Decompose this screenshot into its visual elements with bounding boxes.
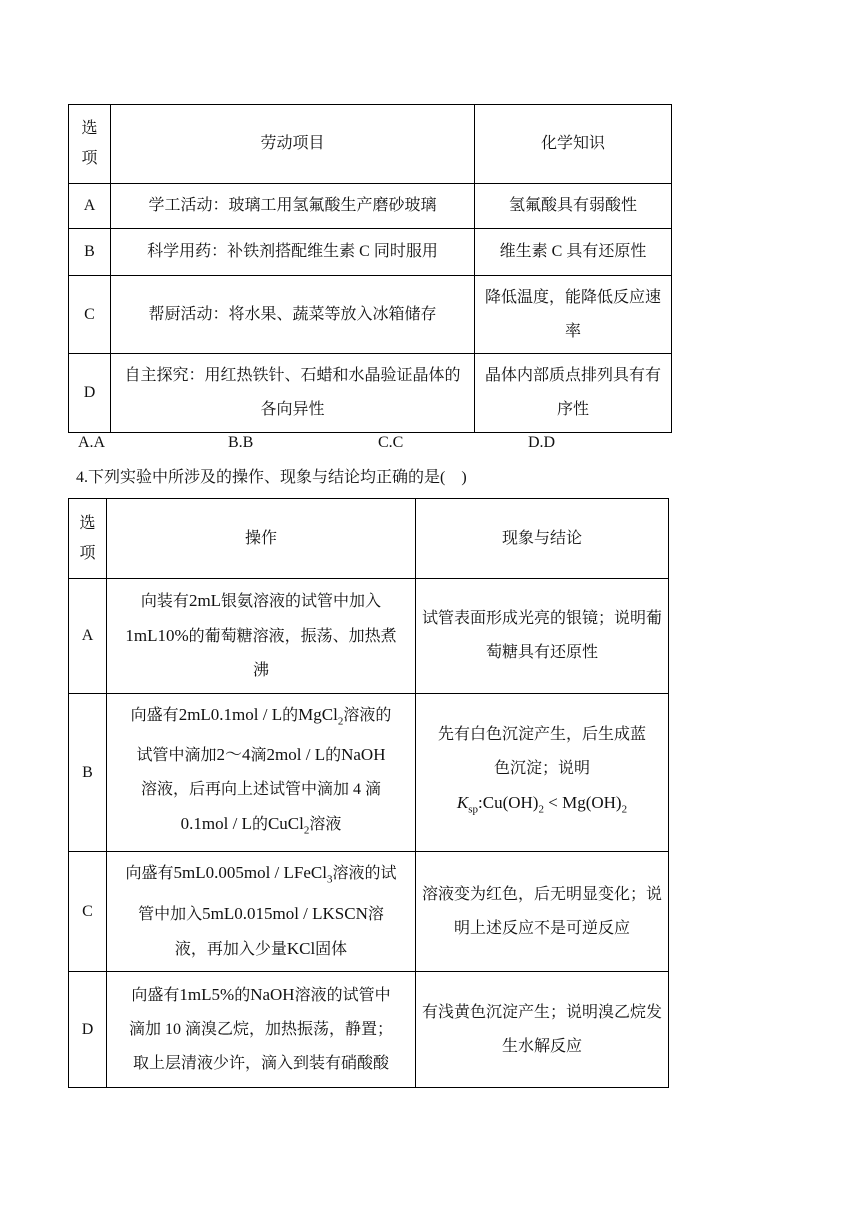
item-cell: 学工活动：玻璃工用氢氟酸生产磨砂玻璃	[111, 184, 475, 229]
header-option: 选 项	[69, 499, 107, 579]
header-result: 现象与结论	[416, 499, 669, 579]
table-row	[69, 229, 672, 276]
header-option: 选 项	[69, 105, 111, 184]
option-cell: B	[69, 229, 111, 276]
result-cell: 溶液变为红色，后无明显变化；说明上述反应不是可逆反应	[416, 852, 669, 972]
option-cell: B	[69, 694, 107, 852]
table-row	[69, 694, 669, 852]
result-cell: 试管表面形成光亮的银镜；说明葡萄糖具有还原性	[416, 579, 669, 694]
operation-cell: 向盛有5mL0.005mol / LFeCl$_3$溶液的试 管中加入5mL0.015mol / LKSCN溶 液，再加入少量KCl固体	[107, 852, 416, 972]
option-cell: A	[69, 579, 107, 694]
header-knowledge: 化学知识	[475, 105, 672, 184]
choice-a[interactable]: A.A	[78, 434, 106, 451]
knowledge-cell: 氢氟酸具有弱酸性	[475, 184, 672, 229]
table-row	[69, 579, 669, 694]
choice-c[interactable]: C.C	[378, 434, 404, 451]
table-row	[69, 276, 672, 354]
choice-b[interactable]: B.B	[228, 434, 254, 451]
knowledge-cell: 维生素 C 具有还原性	[475, 229, 672, 276]
item-cell: 帮厨活动：将水果、蔬菜等放入冰箱储存	[111, 276, 475, 354]
option-cell: D	[69, 972, 107, 1088]
result-cell: 先有白色沉淀产生，后生成蓝 色沉淀；说明 $K_{sp}:Cu(OH)_2 < Mg(OH)_2$	[416, 694, 669, 852]
option-cell: D	[69, 354, 111, 433]
option-cell: C	[69, 276, 111, 354]
item-cell: 自主探究：用红热铁针、石蜡和水晶验证晶体的各向异性	[111, 354, 475, 433]
table-header-row	[69, 499, 669, 579]
answer-choices	[76, 434, 676, 456]
table-row	[69, 184, 672, 229]
question-4-stem: 4.下列实验中所涉及的操作、现象与结论均正确的是( )	[76, 469, 467, 486]
labor-knowledge-table	[68, 104, 672, 433]
experiment-table	[68, 498, 669, 1088]
knowledge-cell: 晶体内部质点排列具有有序性	[475, 354, 672, 433]
item-cell: 科学用药：补铁剂搭配维生素 C 同时服用	[111, 229, 475, 276]
table-header-row	[69, 105, 672, 184]
knowledge-cell: 降低温度，能降低反应速率	[475, 276, 672, 354]
choice-d[interactable]: D.D	[528, 434, 556, 451]
header-item: 劳动项目	[111, 105, 475, 184]
operation-cell: 向盛有2mL0.1mol / L的MgCl$_2$溶液的 试管中滴加2～4滴2mol / L的NaOH 溶液，后再向上述试管中滴加 4 滴 0.1mol / L的CuCl$_2$溶液	[107, 694, 416, 852]
table-row	[69, 354, 672, 433]
operation-cell: 向装有2mL银氨溶液的试管中加入 1mL10%的葡萄糖溶液，振荡、加热煮 沸	[107, 579, 416, 694]
result-cell: 有浅黄色沉淀产生；说明溴乙烷发生水解反应	[416, 972, 669, 1088]
header-operation: 操作	[107, 499, 416, 579]
table-row	[69, 852, 669, 972]
operation-cell: 向盛有1mL5%的NaOH溶液的试管中 滴加 10 滴溴乙烷，加热振荡，静置； 取上层清液少许，滴入到装有硝酸酸	[107, 972, 416, 1088]
option-cell: C	[69, 852, 107, 972]
option-cell: A	[69, 184, 111, 229]
table-row	[69, 972, 669, 1088]
